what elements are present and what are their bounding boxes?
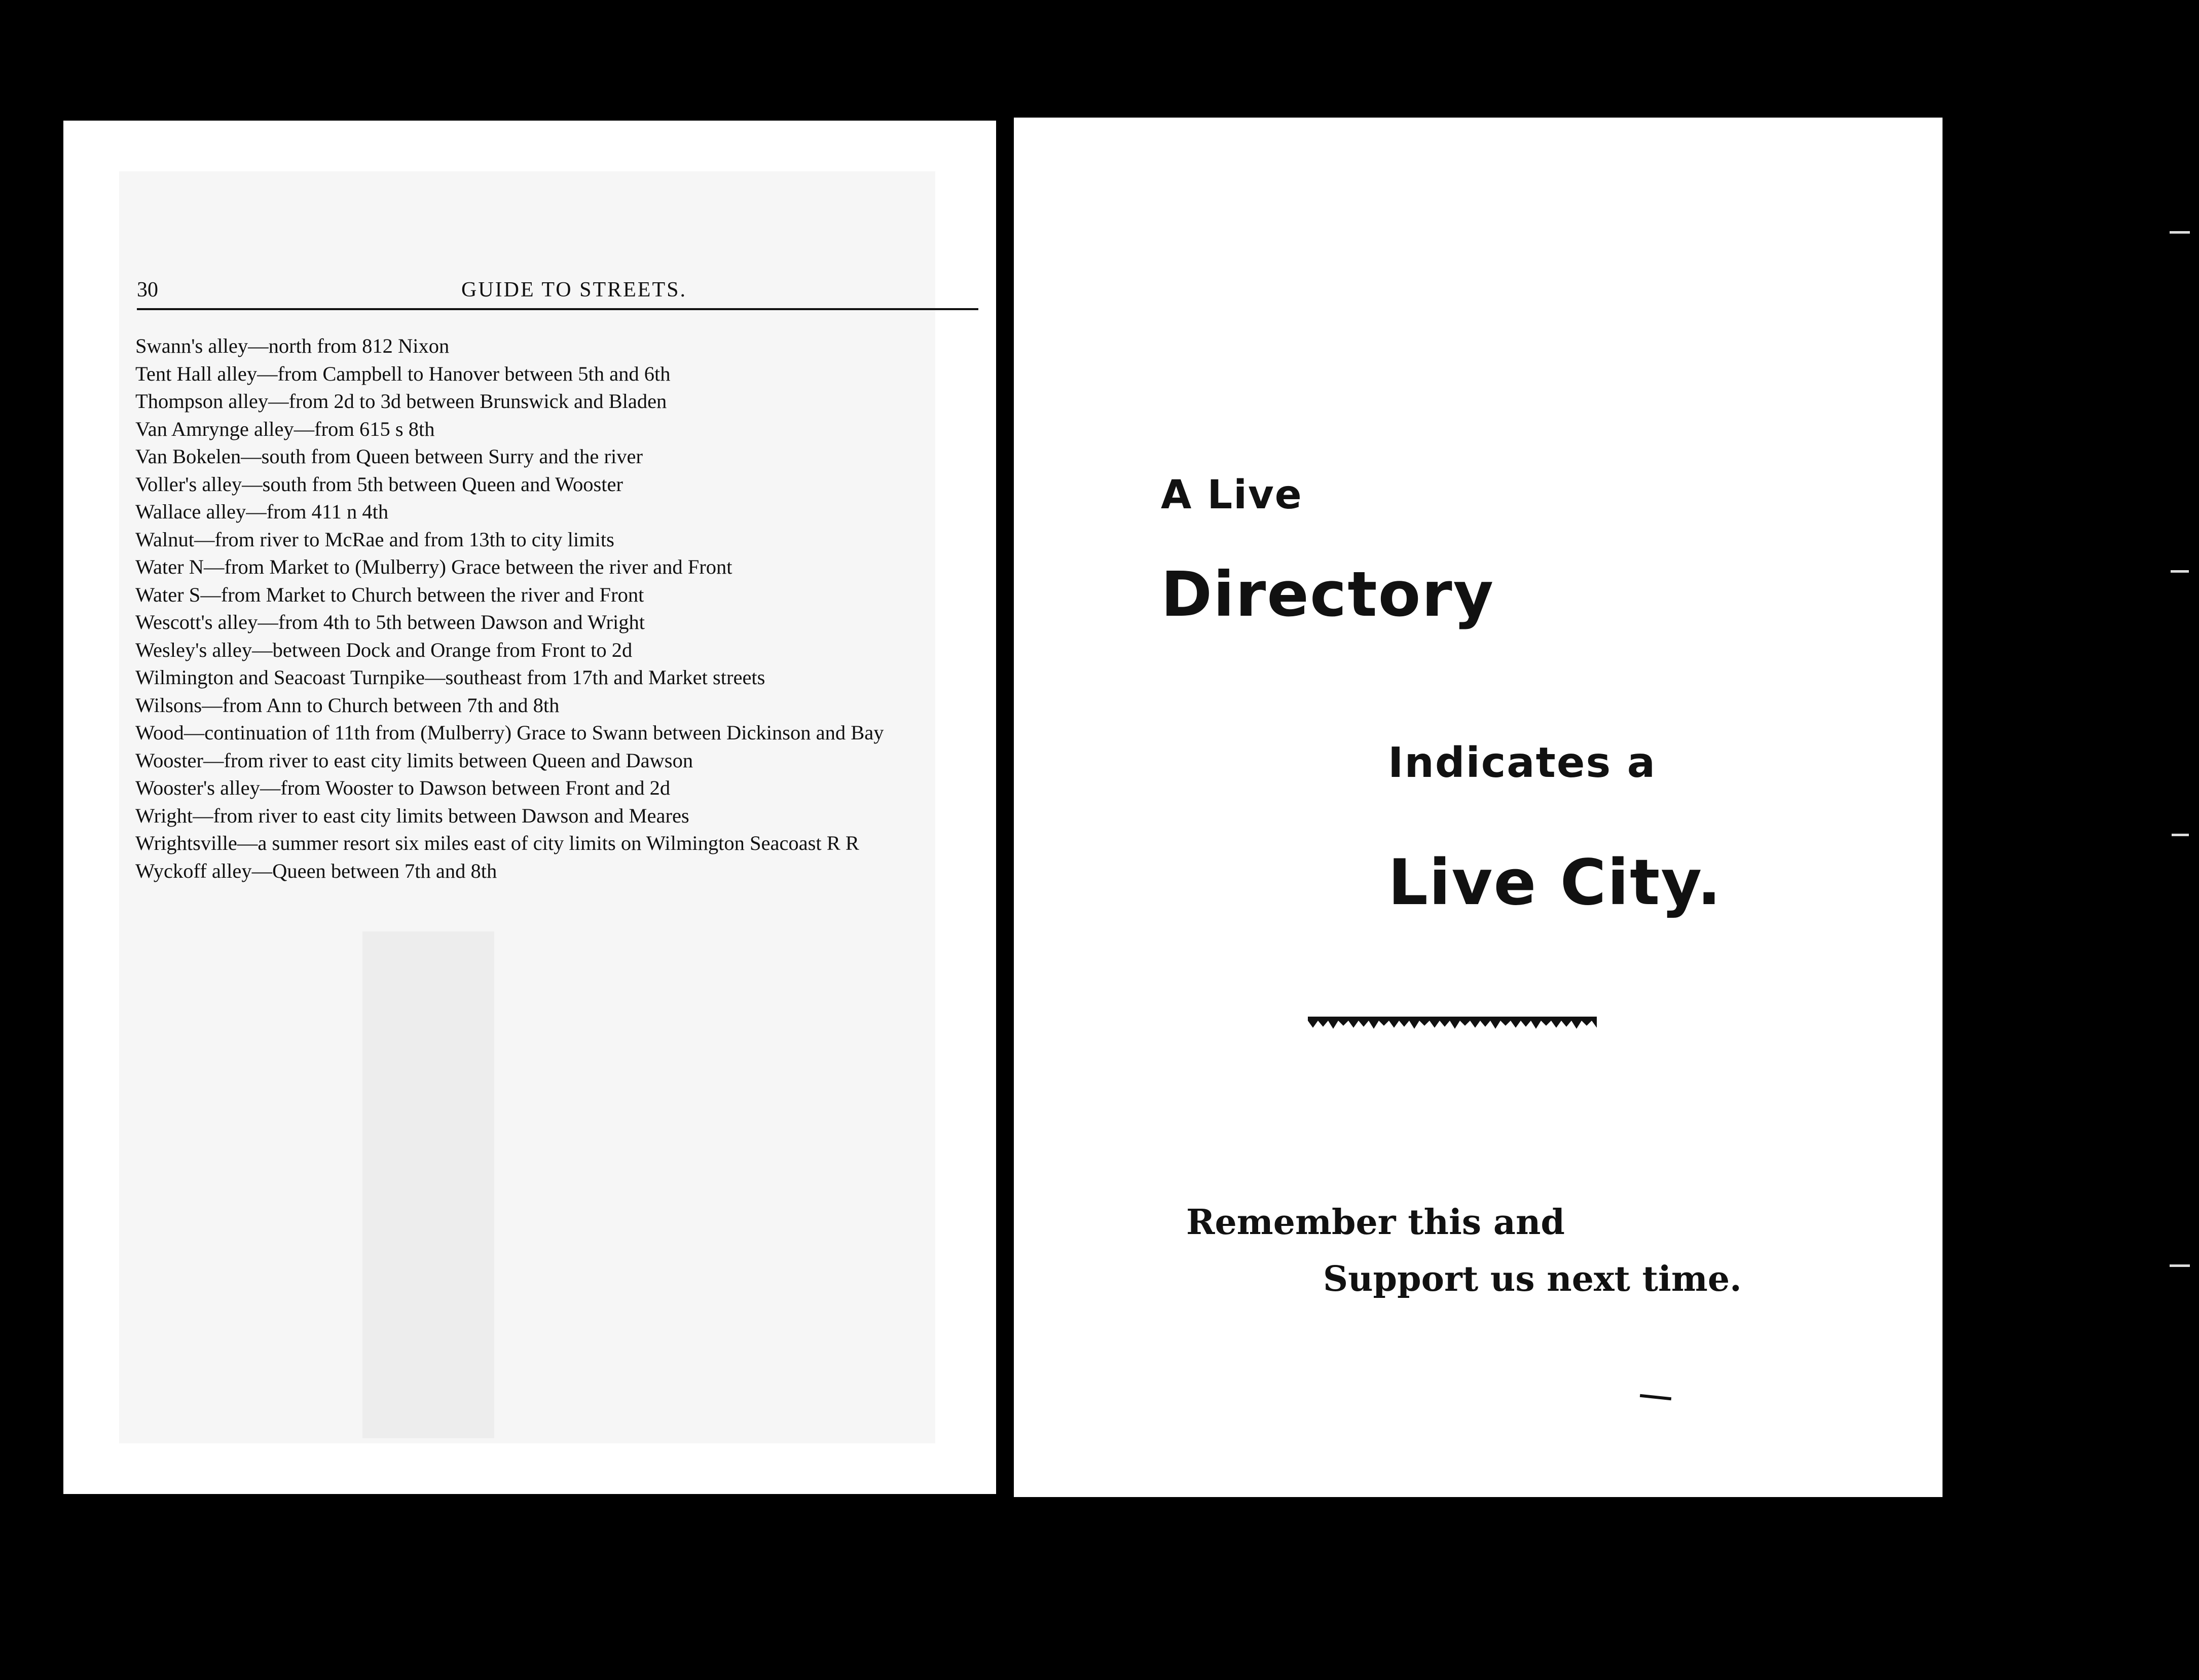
ad-line-directory: Directory <box>1161 558 1495 630</box>
edge-tick <box>2170 231 2190 234</box>
edge-tick <box>2170 1264 2190 1267</box>
list-item: Walnut—from river to McRae and from 13th to city limits <box>135 528 614 551</box>
ornament-icon <box>1308 1015 1597 1032</box>
ornament-divider <box>1308 1015 1597 1032</box>
list-item: Wescott's alley—from 4th to 5th between Dawson and Wright <box>135 611 645 633</box>
list-item: Tent Hall alley—from Campbell to Hanover between 5th and 6th <box>135 362 671 385</box>
running-head <box>137 278 978 310</box>
stray-mark <box>1640 1394 1671 1400</box>
edge-tick <box>2171 570 2189 573</box>
slogan-line-1: Remember this and <box>1186 1202 1565 1243</box>
running-title: GUIDE TO STREETS. <box>461 278 687 302</box>
edge-tick <box>2172 834 2189 836</box>
ad-line-indicates: Indicates a <box>1388 739 1657 787</box>
ad-line-a-live: A Live <box>1161 472 1303 518</box>
list-item: Swann's alley—north from 812 Nixon <box>135 334 450 357</box>
list-item: Water S—from Market to Church between the river and Front <box>135 583 644 606</box>
list-item: Wallace alley—from 411 n 4th <box>135 500 389 523</box>
right-page <box>1014 118 1943 1497</box>
list-item: Wright—from river to east city limits between Dawson and Meares <box>135 804 689 827</box>
list-item: Voller's alley—south from 5th between Queen and Wooster <box>135 472 623 496</box>
list-item: Van Amrynge alley—from 615 s 8th <box>135 417 435 440</box>
list-item: Thompson alley—from 2d to 3d between Brunswick and Bladen <box>135 390 667 413</box>
list-item: Wooster—from river to east city limits between Queen and Dawson <box>135 749 693 772</box>
list-item: Wyckoff alley—Queen between 7th and 8th <box>135 859 497 882</box>
list-item: Van Bokelen—south from Queen between Surry and the river <box>135 445 643 468</box>
book-spine <box>998 122 1012 1495</box>
ad-line-live-city: Live City. <box>1388 846 1722 919</box>
list-item: Wilmington and Seacoast Turnpike—southeast from 17th and Market streets <box>135 666 765 689</box>
slogan-line-2: Support us next time. <box>1323 1259 1742 1299</box>
page-number: 30 <box>137 278 158 302</box>
scan-shading <box>362 931 494 1438</box>
list-item: Wood—continuation of 11th from (Mulberry) Grace to Swann between Dickinson and Bay <box>135 721 884 744</box>
list-item: Wilsons—from Ann to Church between 7th and 8th <box>135 693 560 717</box>
list-item: Wesley's alley—between Dock and Orange from Front to 2d <box>135 638 633 661</box>
list-item: Wrightsville—a summer resort six miles east of city limits on Wilmington Seacoast R R <box>135 832 859 854</box>
list-item: Wooster's alley—from Wooster to Dawson between Front and 2d <box>135 776 671 799</box>
list-item: Water N—from Market to (Mulberry) Grace between the river and Front <box>135 555 732 578</box>
street-list <box>135 332 987 885</box>
left-page <box>63 121 996 1494</box>
